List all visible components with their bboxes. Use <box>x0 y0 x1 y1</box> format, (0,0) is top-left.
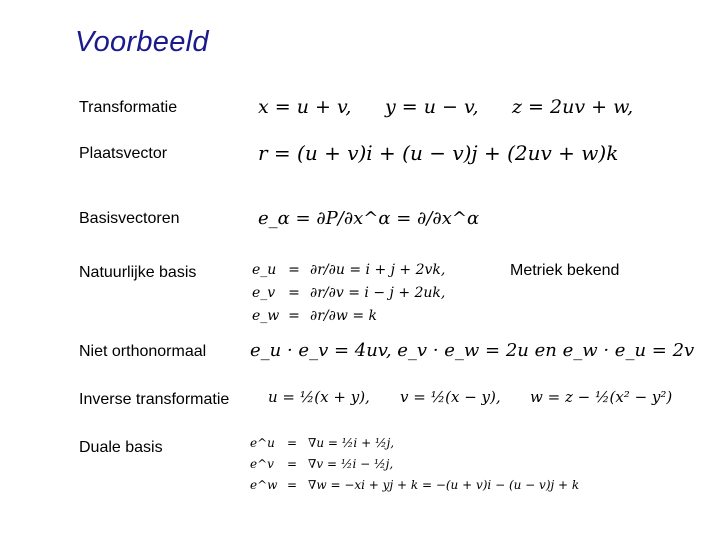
eq-transformatie-z: z = 2uv + w, <box>512 96 634 118</box>
equals-sign: = <box>288 308 300 324</box>
eq-duale-basis-w-rhs: ∇w = −xi + yj + k = −(u + v)i − (u − v)j + k <box>308 478 580 492</box>
eq-duale-basis-v <box>250 457 393 471</box>
eq-natuurlijke-basis-v-rhs: ∂r/∂v = i − j + 2uk, <box>310 285 446 301</box>
eq-niet-orthonormaal: e_u · e_v = 4uv, e_v · e_w = 2u en e_w · e_u = 2v <box>250 340 695 361</box>
label-natuurlijke-basis: Natuurlijke basis <box>79 264 197 281</box>
eq-natuurlijke-basis-w-lhs: e_w <box>252 308 280 324</box>
eq-natuurlijke-basis-u <box>252 262 445 278</box>
eq-plaatsvector: r = (u + v)i + (u − v)j + (2uv + w)k <box>258 141 619 165</box>
eq-duale-basis-u <box>250 436 394 450</box>
equals-sign: = <box>286 457 298 471</box>
eq-natuurlijke-basis-v-lhs: e_v <box>252 285 276 301</box>
eq-natuurlijke-basis-u-rhs: ∂r/∂u = i + j + 2vk, <box>310 262 446 278</box>
eq-duale-basis-u-rhs: ∇u = ½i + ½j, <box>308 436 395 450</box>
slide-title: Voorbeeld <box>75 26 209 58</box>
label-inverse-transformatie: Inverse transformatie <box>79 391 230 408</box>
eq-duale-basis-v-lhs: e^v <box>250 457 274 471</box>
label-basisvectoren: Basisvectoren <box>79 210 180 227</box>
label-plaatsvector: Plaatsvector <box>79 145 168 162</box>
eq-natuurlijke-basis-u-lhs: e_u <box>252 262 277 278</box>
equals-sign: = <box>288 262 300 278</box>
eq-transformatie-y: y = u − v, <box>385 96 479 118</box>
eq-duale-basis-w-lhs: e^w <box>250 478 278 492</box>
eq-duale-basis-v-rhs: ∇v = ½i − ½j, <box>308 457 394 471</box>
eq-basisvectoren: e_α = ∂P/∂x^α = ∂/∂x^α <box>258 208 480 229</box>
eq-duale-basis-u-lhs: e^u <box>250 436 275 450</box>
equals-sign: = <box>288 285 300 301</box>
equals-sign: = <box>286 436 298 450</box>
eq-inverse-u: u = ½(x + y), <box>268 388 370 406</box>
eq-natuurlijke-basis-w-rhs: ∂r/∂w = k <box>310 308 377 324</box>
eq-inverse-w: w = z − ½(x² − y²) <box>530 388 673 406</box>
equals-sign: = <box>286 478 298 492</box>
eq-transformatie-x: x = u + v, <box>258 96 352 118</box>
eq-duale-basis-w <box>250 478 579 492</box>
eq-natuurlijke-basis-v <box>252 285 445 301</box>
eq-natuurlijke-basis-w <box>252 308 377 324</box>
label-duale-basis: Duale basis <box>79 439 163 456</box>
label-transformatie: Transformatie <box>79 99 178 116</box>
eq-inverse-v: v = ½(x − y), <box>400 388 501 406</box>
metriek-bekend-note: Metriek bekend <box>510 262 620 279</box>
label-niet-orthonormaal: Niet orthonormaal <box>79 343 207 360</box>
